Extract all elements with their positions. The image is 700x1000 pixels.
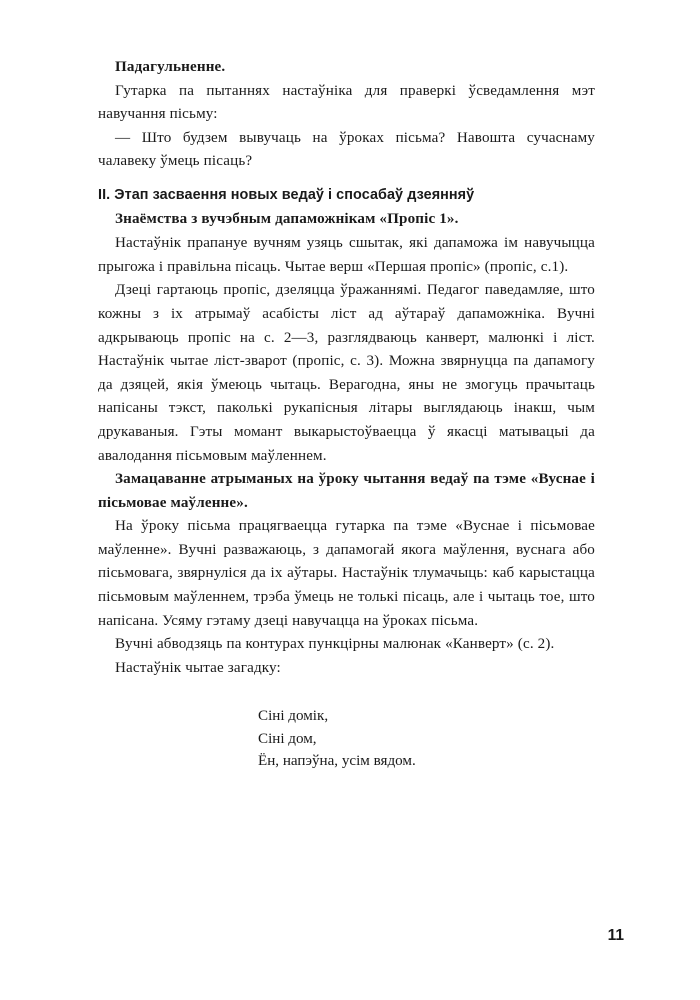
heading-section-ii: II. Этап засваення новых ведаў і спосабаў дзеянняў <box>98 186 475 203</box>
verse-line-1: Сіні домік, <box>258 708 329 725</box>
riddle-verse-block <box>98 680 595 772</box>
verse-line-3: Ён, напэўна, усім вядом. <box>258 753 416 770</box>
page-number: 11 <box>607 927 624 944</box>
paragraph-dzeci-hartayuc: Дзеці гартаюць пропіс, дзеляцца ўражаннямі. Педагог паведамляе, што кожны з іх атрымаў асабісты ліст ад аўтараў дапаможніка. Вучні адкрываюць пропіс на с. 2—3, разглядваюць канверт, малюнкі і ліст. Настаўнік чытае ліст-зварот (пропіс, с. 3). Можна звярнуцца па дапамогу да дзяцей, якія ўмеюць чытаць. Верагодна, яны не змогуць прачытаць напісаны тэкст, паколькі рукапісныя літары выглядаюць інакш, чым друкаваныя. Гэты момант выкарыстоўваецца ў якасці матывацыі да авалодання пісьмовым маўленнем. <box>98 282 595 464</box>
section-heading-group <box>98 184 595 231</box>
paragraph-nastaunik-prapanue: Настаўнік прапануе вучням узяць сшытак, які дапаможа ім навучыцца прыгожа і правільна пісаць. Чытае верш «Першая пропіс» (пропіс, с.1). <box>98 235 595 275</box>
paragraph-question-dash: — Што будзем вывучаць на ўроках пісьма? Навошта сучаснаму чалавеку ўмець пісаць? <box>98 129 595 170</box>
paragraph-nastaunik-chytae-zahadku: Настаўнік чытае загадку: <box>115 659 281 676</box>
paragraph-vucni-abvodziac: Вучні абводзяць па контурах пункцірны малюнак «Канверт» (с. 2). <box>115 636 555 653</box>
paragraph-gutarka: Гутарка па пытаннях настаўніка для праверкі ўсведамлення мэт навучання пісьму: <box>98 82 595 123</box>
heading-znayomstva: Знаёмства з вучэбным дапаможнікам «Пропіс 1». <box>115 210 459 227</box>
paragraph-na-uroku-pisma: На ўроку пісьма працягваецца гутарка па тэме «Вуснае і пісьмовае маўленне». Вучні разважаюць, з дапамогай якога маўлення, вуснага або пісьмовага, звярнуліся да іх аўтары. Настаўнік тлумачыць: каб карыстацца пісьмовым маўленнем, трэба ўмець не толькі пісаць, але і чытаць тое, што напісана. Усяму гэтаму дзеці навучацца на ўроках пісьма. <box>98 518 595 629</box>
text-column <box>98 56 595 773</box>
verse-line-2: Сіні дом, <box>258 730 317 747</box>
heading-zamacavanne: Замацаванне атрыманых на ўроку чытання ведаў па тэме «Вуснае і пісьмовае маўленне». <box>98 471 595 511</box>
heading-padagulnenne: Падагульненне. <box>115 59 226 75</box>
